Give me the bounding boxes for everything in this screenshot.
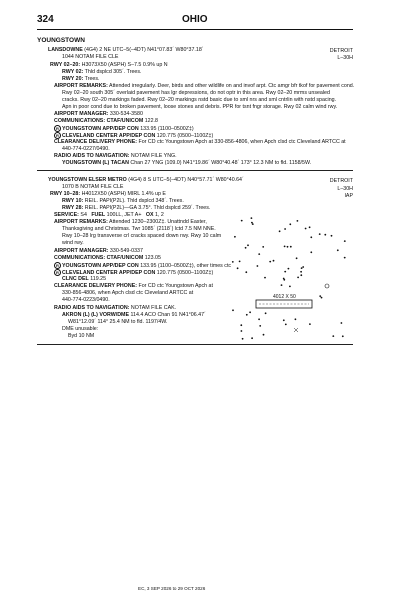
rwy20-text: Trees. bbox=[83, 76, 100, 82]
elser-remarks-4: wind rwy. bbox=[62, 240, 84, 246]
bottom-rule bbox=[37, 344, 353, 345]
tree-dot bbox=[302, 266, 304, 268]
cle-label: CLEVELAND CENTER APP/DEP CON bbox=[62, 269, 156, 276]
cle-freq: 120.775 (0500–1100Z‡) bbox=[155, 132, 214, 139]
elser-nav bbox=[54, 305, 176, 311]
rwy20-label: RWY 20: bbox=[62, 76, 84, 82]
tree-dot bbox=[310, 251, 312, 253]
radar-r-icon: R bbox=[54, 125, 61, 132]
tree-dot bbox=[283, 278, 285, 280]
lansdowne-elev-notam: 1044 NOTAM FILE CLE bbox=[62, 54, 119, 60]
elser-name: YOUNGSTOWN ELSER METRO bbox=[48, 177, 127, 183]
tree-dot bbox=[252, 223, 254, 225]
tree-dot bbox=[287, 246, 289, 248]
tree-dot bbox=[341, 322, 343, 324]
elser-rwy28 bbox=[62, 205, 210, 211]
akron-label: AKRON (L) (L) VORW/DME bbox=[62, 312, 129, 318]
elser-dme-1: DME unusable: bbox=[62, 326, 99, 332]
tree-dot bbox=[239, 261, 241, 263]
akron-text: 114.4 ACO Chan 91 N41°06.47´ bbox=[129, 312, 206, 318]
service-s: S4 bbox=[78, 212, 87, 218]
elser-akron-2: W81°12.09´ 114° 25.4 NM to fld. 1197/4W. bbox=[68, 319, 168, 325]
elser-chart: L–30H bbox=[337, 186, 353, 192]
lansdowne-region: DETROIT bbox=[329, 48, 353, 54]
comm-freq: 122.8 bbox=[143, 118, 158, 124]
lansdowne-ident-coords: (4G4) 2 NE UTC–5(–4DT) N41°07.83´ W80°37.18´ bbox=[82, 47, 204, 53]
lansdowne-rwy02 bbox=[62, 69, 142, 75]
elser-remarks-2: Thanksgiving and Christmas. Twr 1085´ (2118´) lctd 7.5 NM NNE. bbox=[62, 226, 216, 232]
elser-region: DETROIT bbox=[329, 178, 353, 184]
elser-dme-2: Byd 10 NM bbox=[68, 333, 95, 339]
tacan-text: Chan 27 YNG (109.0) N41°19.86´ W80°40.48´ 173° 12.3 NM to fld. 1158/5W. bbox=[128, 160, 312, 166]
tree-dot bbox=[281, 284, 283, 286]
lansdowne-remarks-1 bbox=[54, 83, 354, 89]
tree-dot bbox=[332, 335, 334, 337]
state-title: OHIO bbox=[182, 14, 208, 25]
lansdowne-remarks-4: Apn in poor cond due to broken pavement, loose stones and debris. PPR for tsnt fngr storage. Rwy 02 calm wind rwy. bbox=[62, 104, 338, 110]
tree-dot bbox=[262, 246, 264, 248]
tree-dot bbox=[273, 260, 275, 262]
tree-dot bbox=[246, 314, 248, 316]
nav-label: RADIO AIDS TO NAVIGATION: bbox=[54, 153, 130, 159]
rwy-label: RWY 02–20: bbox=[50, 62, 81, 68]
tree-dot bbox=[237, 267, 239, 269]
clearance-label: CLEARANCE DELIVERY PHONE: bbox=[54, 139, 137, 145]
elser-service bbox=[54, 212, 164, 218]
clearance-text: For CD ctc Youngstown Apch at bbox=[137, 283, 213, 289]
elser-remarks-3: Rwy 10–28 lrg transverse crl cracks spaced down rwy. Rwy 10 calm bbox=[62, 233, 222, 239]
tree-dot bbox=[251, 217, 253, 219]
tree-dot bbox=[319, 233, 321, 235]
rwy10-label: RWY 10: bbox=[62, 198, 84, 204]
tree-dot bbox=[284, 271, 286, 273]
fuel-types: 100LL, JET A+ bbox=[105, 212, 142, 218]
elser-clnc bbox=[62, 276, 106, 282]
tree-dot bbox=[251, 222, 253, 224]
comm-label: COMMUNICATIONS: CTAF/UNICOM bbox=[54, 118, 144, 124]
nav-notam: NOTAM FILE CAK. bbox=[129, 305, 177, 311]
tree-dot bbox=[257, 265, 259, 267]
tree-dot bbox=[324, 234, 326, 236]
tacan-label: YOUNGSTOWN (L) TACAN bbox=[62, 160, 129, 166]
tree-dot bbox=[241, 330, 243, 332]
lansdowne-chart: L–30H bbox=[337, 55, 353, 61]
lansdowne-remarks-2: Rwy 02–20 south 305´ overlaid pavement has lgr depressions, do not optr in this area. Rwy 02–20 mrms unsealed bbox=[62, 90, 330, 96]
tree-dot bbox=[245, 247, 247, 249]
tree-dot bbox=[297, 220, 299, 222]
tree-dot bbox=[290, 246, 292, 248]
elser-rwy10 bbox=[62, 198, 184, 204]
tree-dot bbox=[284, 228, 286, 230]
lansdowne-rwy bbox=[50, 62, 168, 68]
elser-clearance-2: 330-856-4806, when Apch clsd ctc Cleveland ARTCC at bbox=[62, 290, 194, 296]
entry-divider bbox=[37, 170, 353, 171]
tree-dot bbox=[310, 236, 312, 238]
clnc-freq: 119.25 bbox=[88, 276, 107, 282]
tree-dot bbox=[285, 324, 287, 326]
airport-diagram bbox=[228, 214, 354, 344]
clearance-text: For CD ctc Youngstown Apch at 330-856-4806, when Apch clsd ctc Cleveland ARTCC at bbox=[137, 139, 346, 145]
clearance-label: CLEARANCE DELIVERY PHONE: bbox=[54, 283, 137, 289]
elser-comm bbox=[54, 255, 161, 261]
app-freq: 133.95 (1100–0500Z‡) bbox=[138, 125, 194, 132]
lansdowne-nav bbox=[54, 153, 177, 159]
manager-label: AIRPORT MANAGER: bbox=[54, 111, 109, 117]
radar-r-icon: R bbox=[54, 132, 61, 139]
lansdowne-comm bbox=[54, 118, 158, 124]
lansdowne-name: LANSDOWNE bbox=[48, 47, 83, 53]
lansdowne-manager bbox=[54, 111, 143, 117]
elser-clearance-1 bbox=[54, 283, 213, 289]
elser-rwy bbox=[50, 191, 166, 197]
tree-dot bbox=[258, 253, 260, 255]
tree-dot bbox=[283, 319, 285, 321]
rwy-label: RWY 10–28: bbox=[50, 191, 81, 197]
remarks-label: AIRPORT REMARKS: bbox=[54, 83, 108, 89]
elser-clearance-3: 440-774-0223/0490. bbox=[62, 297, 110, 303]
tree-dot bbox=[263, 334, 265, 336]
radar-r-icon: R bbox=[54, 269, 61, 276]
tree-dot bbox=[342, 335, 344, 337]
service-label: SERVICE: bbox=[54, 212, 79, 218]
nav-label: RADIO AIDS TO NAVIGATION: bbox=[54, 305, 130, 311]
clnc-label: CLNC DEL bbox=[62, 276, 89, 282]
tree-dot bbox=[309, 226, 311, 228]
tree-dot bbox=[309, 323, 311, 325]
tree-dot bbox=[319, 295, 321, 297]
tree-dot bbox=[259, 325, 261, 327]
lansdowne-remarks-3: cracks. Rwy 02–20 markings faded. Rwy 02–20 markings nstd basic due to sml nrs and sml cntrlin with nstd spacing. bbox=[62, 97, 337, 103]
crosshatch-icon bbox=[294, 328, 298, 332]
tree-dot bbox=[305, 228, 307, 230]
elser-remarks-1 bbox=[54, 219, 207, 225]
tree-dot bbox=[234, 236, 236, 238]
tree-dot bbox=[344, 257, 346, 259]
tree-dot bbox=[247, 244, 249, 246]
manager-phone: 330-534-3580 bbox=[108, 111, 143, 117]
tree-dot bbox=[242, 338, 244, 340]
cle-freq: 120.775 (0500–1100Z‡) bbox=[155, 269, 214, 276]
manager-phone: 330-549-0337 bbox=[108, 248, 143, 254]
tree-dot bbox=[321, 297, 323, 299]
tree-dot bbox=[337, 249, 339, 251]
rwy-text: H4012X50 (ASPH) MIRL 1.4% up E bbox=[80, 191, 166, 197]
ox-label: OX bbox=[145, 212, 154, 218]
elser-akron-1 bbox=[62, 312, 206, 318]
runway-dimension-label: 4012 X 50 bbox=[273, 294, 296, 300]
rwy02-text: Thld dsplcd 305´. Trees. bbox=[83, 69, 142, 75]
tree-dot bbox=[232, 309, 234, 311]
tree-dot bbox=[344, 240, 346, 242]
rwy28-label: RWY 28: bbox=[62, 205, 84, 211]
runway-10-28 bbox=[256, 300, 312, 308]
remarks-label: AIRPORT REMARKS: bbox=[54, 219, 108, 225]
tree-dot bbox=[269, 261, 271, 263]
app-label: YOUNGSTOWN APP/DEP CON bbox=[62, 125, 139, 132]
rwy02-label: RWY 02: bbox=[62, 69, 84, 75]
tree-dot bbox=[284, 246, 286, 248]
header-rule bbox=[37, 29, 353, 30]
tree-dot bbox=[241, 220, 243, 222]
rwy28-text: REIL. PAPI(P2L)—GA 3.75°. Thld dsplcd 259´. Trees. bbox=[83, 205, 211, 211]
tower-icon bbox=[325, 284, 329, 288]
app-freq: 133.95 (1100–0500Z‡), other times ctc bbox=[138, 262, 232, 269]
cle-label: CLEVELAND CENTER APP/DEP CON bbox=[62, 132, 156, 139]
comm-freq: 123.05 bbox=[143, 255, 161, 261]
tree-dot bbox=[295, 318, 297, 320]
tree-dots bbox=[232, 217, 346, 340]
remarks-text: Attended irregularly. Deer, birds and other wildlife on and invof arpt. Ctc amgr bfr tkof for pavement cond. bbox=[107, 83, 355, 89]
elser-title bbox=[48, 177, 244, 183]
lansdowne-clearance-1 bbox=[54, 139, 346, 145]
rwy10-text: REIL. PAPI(P2L). Thld dsplcd 348´. Trees. bbox=[83, 198, 184, 204]
city-name: YOUNGSTOWN bbox=[37, 37, 85, 44]
tree-dot bbox=[300, 271, 302, 273]
tree-dot bbox=[300, 274, 302, 276]
page-number: 324 bbox=[37, 14, 54, 25]
nav-notam: NOTAM FILE YNG. bbox=[129, 153, 177, 159]
tree-dot bbox=[249, 311, 251, 313]
lansdowne-clearance-2: 440-774-0227/0490. bbox=[62, 146, 110, 152]
tree-dot bbox=[240, 324, 242, 326]
ox-types: 1, 2 bbox=[153, 212, 164, 218]
tree-dot bbox=[245, 271, 247, 273]
tree-dot bbox=[296, 257, 298, 259]
elser-manager bbox=[54, 248, 143, 254]
tree-dot bbox=[301, 267, 303, 269]
radar-r-icon: R bbox=[54, 262, 61, 269]
rwy-text: H3073X50 (ASPH) S–7.5 0.9% up N bbox=[80, 62, 168, 68]
tree-dot bbox=[265, 312, 267, 314]
lansdowne-title bbox=[48, 47, 204, 53]
tree-dot bbox=[251, 337, 253, 339]
tree-dot bbox=[264, 277, 266, 279]
app-label: YOUNGSTOWN APP/DEP CON bbox=[62, 262, 139, 269]
tree-dot bbox=[289, 286, 291, 288]
manager-label: AIRPORT MANAGER: bbox=[54, 248, 109, 254]
tree-dot bbox=[297, 277, 299, 279]
elser-elev-notam: 1070 B NOTAM FILE CLE bbox=[62, 184, 124, 190]
tree-dot bbox=[289, 223, 291, 225]
tree-dot bbox=[288, 268, 290, 270]
tree-dot bbox=[258, 318, 260, 320]
comm-label: COMMUNICATIONS: CTAF/UNICOM bbox=[54, 255, 144, 261]
remarks-text: Attended 1230–2300Z‡. Unattndd Easter, bbox=[107, 219, 207, 225]
fuel-label: FUEL bbox=[91, 212, 106, 218]
lansdowne-rwy20 bbox=[62, 76, 100, 82]
footer-effective-dates: EC, 3 SEP 2026 to 29 OCT 2026 bbox=[138, 586, 206, 591]
lansdowne-tacan bbox=[62, 160, 311, 166]
elser-iap: IAP bbox=[344, 193, 353, 199]
elser-ident-coords: (4G4) 8 S UTC–5(–4DT) N40°57.71´ W80°40.64´ bbox=[126, 177, 244, 183]
tree-dot bbox=[279, 230, 281, 232]
tree-dot bbox=[331, 235, 333, 237]
tree-dot bbox=[232, 261, 234, 263]
